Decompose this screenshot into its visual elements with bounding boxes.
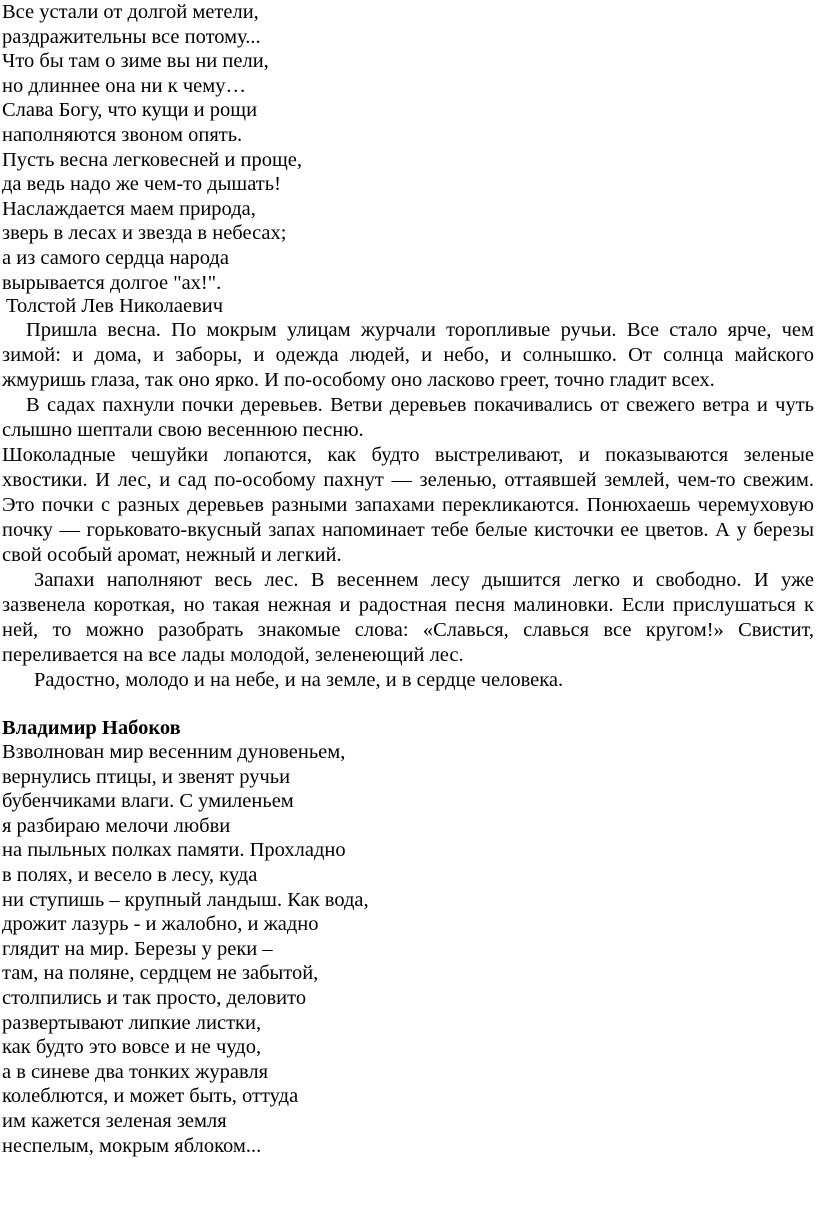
poem-line: раздражительны все потому... [2,25,261,48]
poem-line: столпились и так просто, деловито [2,986,307,1009]
poem-line: Что бы там о зиме вы ни пели, [2,50,269,73]
poem-line: там, на поляне, сердцем не забытой, [2,962,319,985]
author-nabokov: Владимир Набоков [2,717,181,739]
poem-line: бубенчиками влаги. С умиленьем [2,790,294,813]
poem-line: а в синеве два тонких журавля [2,1060,269,1083]
poem-line: в полях, и весело в лесу, куда [2,863,258,886]
prose-paragraph: Шоколадные чешуйки лопаются, как будто выстреливают, и показываются зеленые хвостики. И лес, и сад по-особому пахнут — зеленью, оттаявшей землей, чем-то свежим. Это почки с разных деревьев разными запахами перекликаются. Понюхаешь черемуховую почку — горьковато-вкусный запах напоминает тебе белые кисточки ее цветов. А у березы свой особый аромат, нежный и легкий. [2,444,814,566]
prose-paragraph: Запахи наполняют весь лес. В весеннем лесу дышится легко и свободно. И уже зазвенела короткая, но такая нежная и радостная песня малиновки. Если прислушаться к ней, то можно разобрать знакомые слова: «Славься, славься все кругом!» Свистит, переливается на все лады молодой, зеленеющий лес. [2,569,814,666]
poem-line: да ведь надо же чем-то дышать! [2,173,281,196]
author-tolstoy: Толстой Лев Николаевич [6,295,224,317]
poem-line: дрожит лазурь - и жалобно, и жадно [2,913,319,936]
poem-line: зверь в лесах и звезда в небесах; [2,222,287,245]
poem-line: Все устали от долгой метели, [2,1,259,23]
prose-paragraph: Пришла весна. По мокрым улицам журчали торопливые ручьи. Все стало ярче, чем зимой: и дома, и заборы, и одежда людей, и небо, и солнышко. От солнца майского жмуришь глаза, так оно ярко. И по-особому оно ласково греет, точно гладит всех. [2,319,814,391]
poem-line: неспелым, мокрым яблоком... [2,1134,262,1157]
poem-line: колеблются, и может быть, оттуда [2,1085,299,1108]
poem-line: вырывается долгое "ах!". [2,271,222,294]
poem-line: а из самого сердца народа [2,246,229,269]
poem-tolstoy [2,0,302,295]
poem-line: Наслаждается маем природа, [2,197,256,220]
poem-line: Взволнован мир весенним дуновеньем, [2,741,346,763]
poem-line: Пусть весна легковесней и проще, [2,148,302,171]
poem-nabokov [2,740,369,1158]
poem-line: наполняются звоном опять. [2,123,243,146]
poem-line: развертывают липкие листки, [2,1011,262,1034]
prose-paragraph: Радостно, молодо и на небе, и на земле, и в сердце человека. [34,669,564,691]
prose-paragraph: В садах пахнули почки деревьев. Ветви деревьев покачивались от свежего ветра и чуть слышно шептали свою весеннюю песню. [2,394,814,441]
poem-line: на пыльных полках памяти. Прохладно [2,839,346,862]
poem-line: как будто это вовсе и не чудо, [2,1036,262,1059]
poem-line: ни ступишь – крупный ландыш. Как вода, [2,888,369,911]
poem-line: вернулись птицы, и звенят ручьи [2,765,291,788]
poem-line: я разбираю мелочи любви [2,814,231,837]
poem-line: но длиннее она ни к чему… [2,74,246,97]
poem-line: глядит на мир. Березы у реки – [2,937,273,960]
poem-line: им кажется зеленая земля [2,1109,227,1132]
prose-text [2,318,814,693]
poem-line: Слава Богу, что кущи и рощи [2,99,258,122]
